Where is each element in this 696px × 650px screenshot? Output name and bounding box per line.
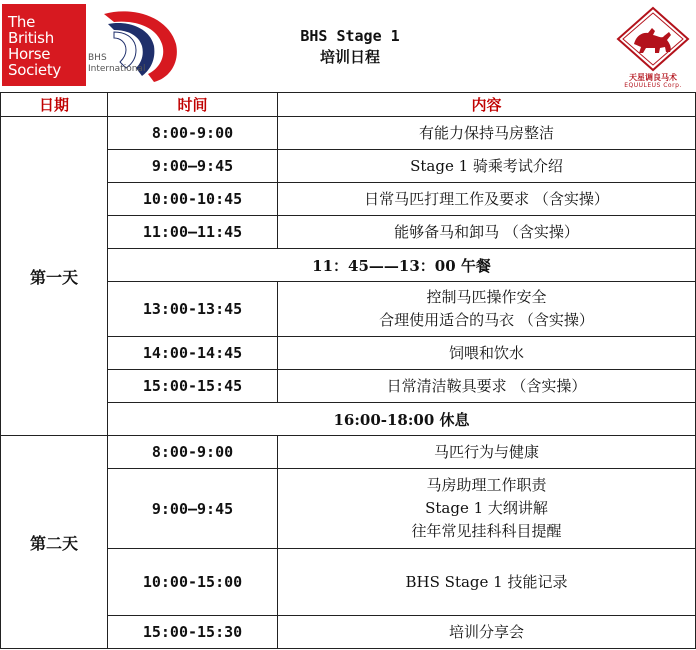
bhs-intl-line: International: [88, 64, 146, 74]
content-cell: Stage 1 骑乘考试介绍: [278, 150, 696, 183]
content-cell: 能够备马和卸马 （含实操）: [278, 216, 696, 249]
time-cell: 10:00-15:00: [108, 549, 278, 616]
page-header: [0, 0, 696, 92]
content-line: 合理使用适合的马衣 （含实操）: [379, 311, 594, 329]
time-cell: 10:00-10:45: [108, 183, 278, 216]
bhs-logo-line: Society: [8, 61, 62, 79]
content-cell: 日常马匹打理工作及要求 （含实操）: [278, 183, 696, 216]
content-line: Stage 1 大纲讲解: [425, 499, 548, 517]
content-line: 往年常见挂科科目提醒: [411, 522, 562, 540]
time-cell: 15:00-15:30: [108, 616, 278, 649]
time-cell: 8:00-9:00: [108, 436, 278, 469]
content-cell: 培训分享会: [278, 616, 696, 649]
day-label: 第二天: [1, 436, 108, 649]
document-title: [180, 26, 520, 68]
equuleus-en-name: EQUULEUS Corp.: [624, 82, 682, 89]
equuleus-cn-name: 天星调良马术: [629, 73, 677, 82]
time-cell: 9:00—9:45: [108, 150, 278, 183]
content-cell: [278, 469, 696, 549]
bhs-intl-line: BHS: [88, 53, 107, 63]
time-cell: 14:00-14:45: [108, 337, 278, 370]
bhs-logo: [2, 4, 86, 86]
time-cell: 15:00-15:45: [108, 370, 278, 403]
title-line-1: BHS Stage 1: [300, 27, 400, 45]
content-cell: 马匹行为与健康: [278, 436, 696, 469]
content-line: 马房助理工作职责: [426, 476, 547, 494]
table-row: [1, 436, 696, 469]
bhs-logo-line: British: [8, 29, 54, 47]
title-line-2: 培训日程: [319, 48, 380, 66]
bhs-international-logo: [84, 6, 184, 86]
content-cell: 有能力保持马房整洁: [278, 117, 696, 150]
time-cell: 9:00—9:45: [108, 469, 278, 549]
table-header-row: [1, 93, 696, 117]
time-cell: 8:00-9:00: [108, 117, 278, 150]
bhs-logo-line: Horse: [8, 45, 51, 63]
time-cell: 13:00-13:45: [108, 282, 278, 337]
schedule-table: [0, 92, 696, 649]
content-cell: 日常清洁鞍具要求 （含实操）: [278, 370, 696, 403]
content-line: 控制马匹操作安全: [426, 288, 547, 306]
header-content: 内容: [278, 93, 696, 117]
day-label: 第一天: [1, 117, 108, 436]
content-cell: [278, 282, 696, 337]
table-row: [1, 117, 696, 150]
header-date: 日期: [1, 93, 108, 117]
bhs-logo-line: The: [8, 13, 35, 31]
rest-break-cell: 16:00-18:00 休息: [108, 403, 696, 436]
diamond-horses-icon: [614, 6, 692, 72]
content-cell: BHS Stage 1 技能记录: [278, 549, 696, 616]
equuleus-logo: [614, 6, 692, 90]
header-time: 时间: [108, 93, 278, 117]
content-cell: 饲喂和饮水: [278, 337, 696, 370]
time-cell: 11:00—11:45: [108, 216, 278, 249]
lunch-break-cell: 11：45——13：00 午餐: [108, 249, 696, 282]
